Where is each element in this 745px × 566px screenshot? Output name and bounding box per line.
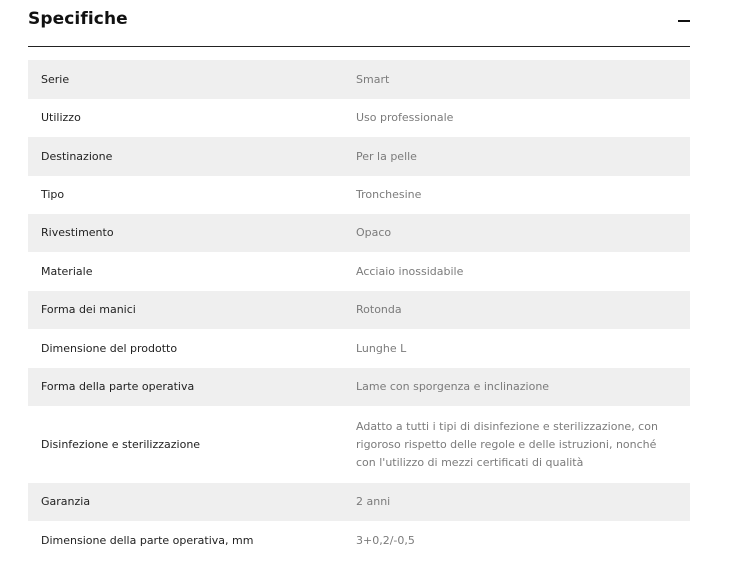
spec-row — [28, 291, 690, 329]
spec-value: Acciaio inossidabile — [356, 264, 464, 278]
spec-value: 3+0,2/-0,5 — [356, 533, 415, 547]
spec-row — [28, 521, 690, 560]
spec-label: Materiale — [41, 264, 93, 278]
spec-row — [28, 483, 690, 521]
spec-label: Garanzia — [41, 495, 91, 508]
spec-value: Lunghe L — [356, 341, 407, 355]
spec-value: 2 anni — [356, 495, 391, 508]
spec-row — [28, 214, 690, 252]
specs-table — [28, 60, 690, 560]
spec-value: Rotonda — [356, 303, 402, 316]
spec-label: Disinfezione e sterilizzazione — [41, 437, 201, 451]
spec-row — [28, 99, 690, 137]
spec-label: Forma della parte operativa — [41, 380, 195, 393]
spec-label: Serie — [41, 72, 70, 86]
specifications-section — [28, 0, 690, 547]
spec-row — [28, 406, 690, 483]
spec-label: Forma dei manici — [41, 303, 136, 316]
collapse-button[interactable] — [674, 10, 694, 32]
spec-value: Lame con sporgenza e inclinazione — [356, 380, 550, 393]
spec-label: Destinazione — [41, 149, 113, 163]
spec-value: Smart — [356, 72, 390, 86]
section-title: Specifiche — [28, 9, 128, 29]
spec-label: Utilizzo — [41, 111, 81, 124]
section-header — [28, 0, 690, 47]
spec-value: Opaco — [356, 226, 392, 239]
spec-row — [28, 60, 690, 99]
spec-label: Rivestimento — [41, 226, 114, 239]
spec-label: Dimensione del prodotto — [41, 341, 178, 355]
spec-row — [28, 252, 690, 291]
spec-row — [28, 368, 690, 406]
spec-row — [28, 176, 690, 214]
spec-label: Dimensione della parte operativa, mm — [41, 533, 254, 547]
spec-value: Adatto a tutti i tipi di disinfezione e sterilizzazione, con rigoroso rispetto delle regole e delle istruzioni, nonché con l'utilizzo di mezzi certificati di qualità — [356, 419, 658, 469]
minus-icon — [678, 20, 690, 22]
spec-value: Tronchesine — [356, 188, 422, 201]
spec-label: Tipo — [41, 188, 65, 201]
spec-value: Uso professionale — [356, 111, 454, 124]
spec-row — [28, 137, 690, 176]
spec-value: Per la pelle — [356, 149, 417, 163]
spec-row — [28, 329, 690, 368]
